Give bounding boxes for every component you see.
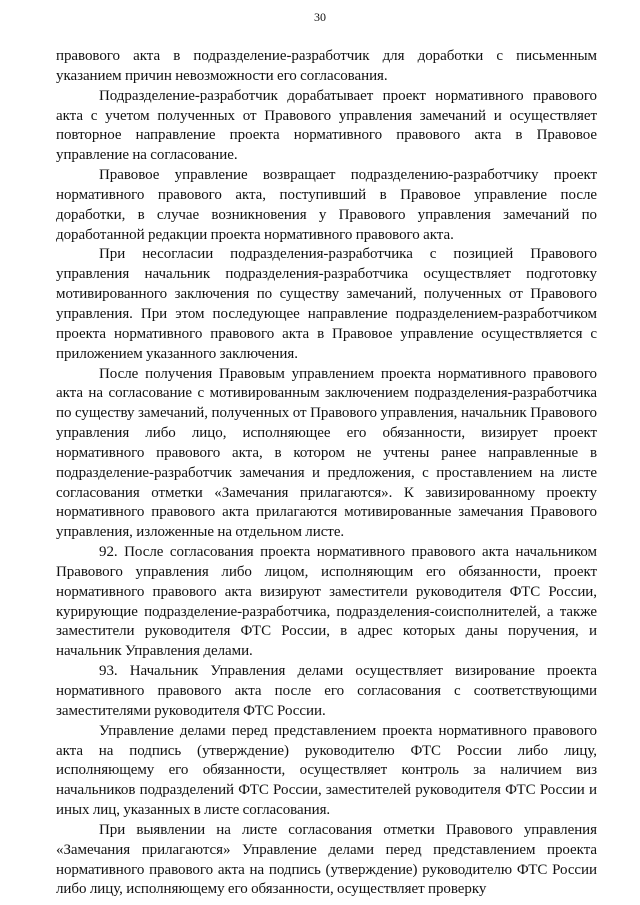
paragraph-clause-92: 92. После согласования проекта нормативного правового акта начальником Правового управления либо лицом, исполняющим его обязанности, проект нормативного правового акта визируют заместители руководителя ФТС России, курирующие подразделение-разработчика, подразделения-соисполнителей, а также заместители руководителя ФТС России, в адрес которых даны поручения, и начальник Управления делами.	[56, 544, 597, 660]
paragraph-clause-93: 93. Начальник Управления делами осуществляет визирование проекта нормативного правового акта после его согласования с соответствующими заместителями руководителя ФТС России.	[56, 663, 597, 719]
paragraph: После получения Правовым управлением проекта нормативного правового акта на согласование с мотивированным заключением подразделения-разработчика по существу замечаний, полученных от Правового управления, начальник Правового управления либо лицо, исполняющее его обязанности, визирует проект нормативного правового акта, в котором не учтены ранее направленные в подразделение-разработчик замечания и предложения, с проставлением на листе согласования отметки «Замечания прилагаются». К завизированному проекту нормативного правового акта прилагаются мотивированные замечания Правового управления, изложенные на отдельном листе.	[56, 365, 597, 541]
page-number: 30	[314, 10, 326, 24]
paragraph: При выявлении на листе согласования отметки Правового управления «Замечания прилагаются» Управление делами перед представлением проекта нормативного правового акта на подпись (утверждение) руководителю ФТС России либо лицу, исполняющему его обязанности, осуществляет проверку	[56, 821, 597, 898]
document-body	[56, 47, 597, 900]
paragraph: При несогласии подразделения-разработчика с позицией Правового управления начальник подразделения-разработчика осуществляет подготовку мотивированного заключения по существу замечаний, полученных от Правового управления. При этом последующее направление подразделением-разработчиком проекта нормативного правового акта в Правовое управление осуществляется с приложением указанного заключения.	[56, 246, 597, 362]
paragraph-continuation: правового акта в подразделение-разработчик для доработки с письменным указанием причин невозможности его согласования.	[56, 48, 597, 84]
paragraph: Управление делами перед представлением проекта нормативного правового акта на подпись (утверждение) руководителю ФТС России либо лицу, исполняющему его обязанности, осуществляет контроль за наличием виз начальников подразделений ФТС России, заместителей руководителя ФТС России и иных лиц, указанных в листе согласования.	[56, 722, 597, 819]
paragraph: Подразделение-разработчик дорабатывает проект нормативного правового акта с учетом полученных от Правового управления замечаний и осуществляет повторное направление проекта нормативного правового акта в Правовое управление на согласование.	[56, 87, 597, 164]
paragraph: Правовое управление возвращает подразделению-разработчику проект нормативного правового акта, поступивший в Правовое управление после доработки, в случае возникновения у Правового управления замечаний по доработанной редакции проекта нормативного правового акта.	[56, 167, 597, 243]
